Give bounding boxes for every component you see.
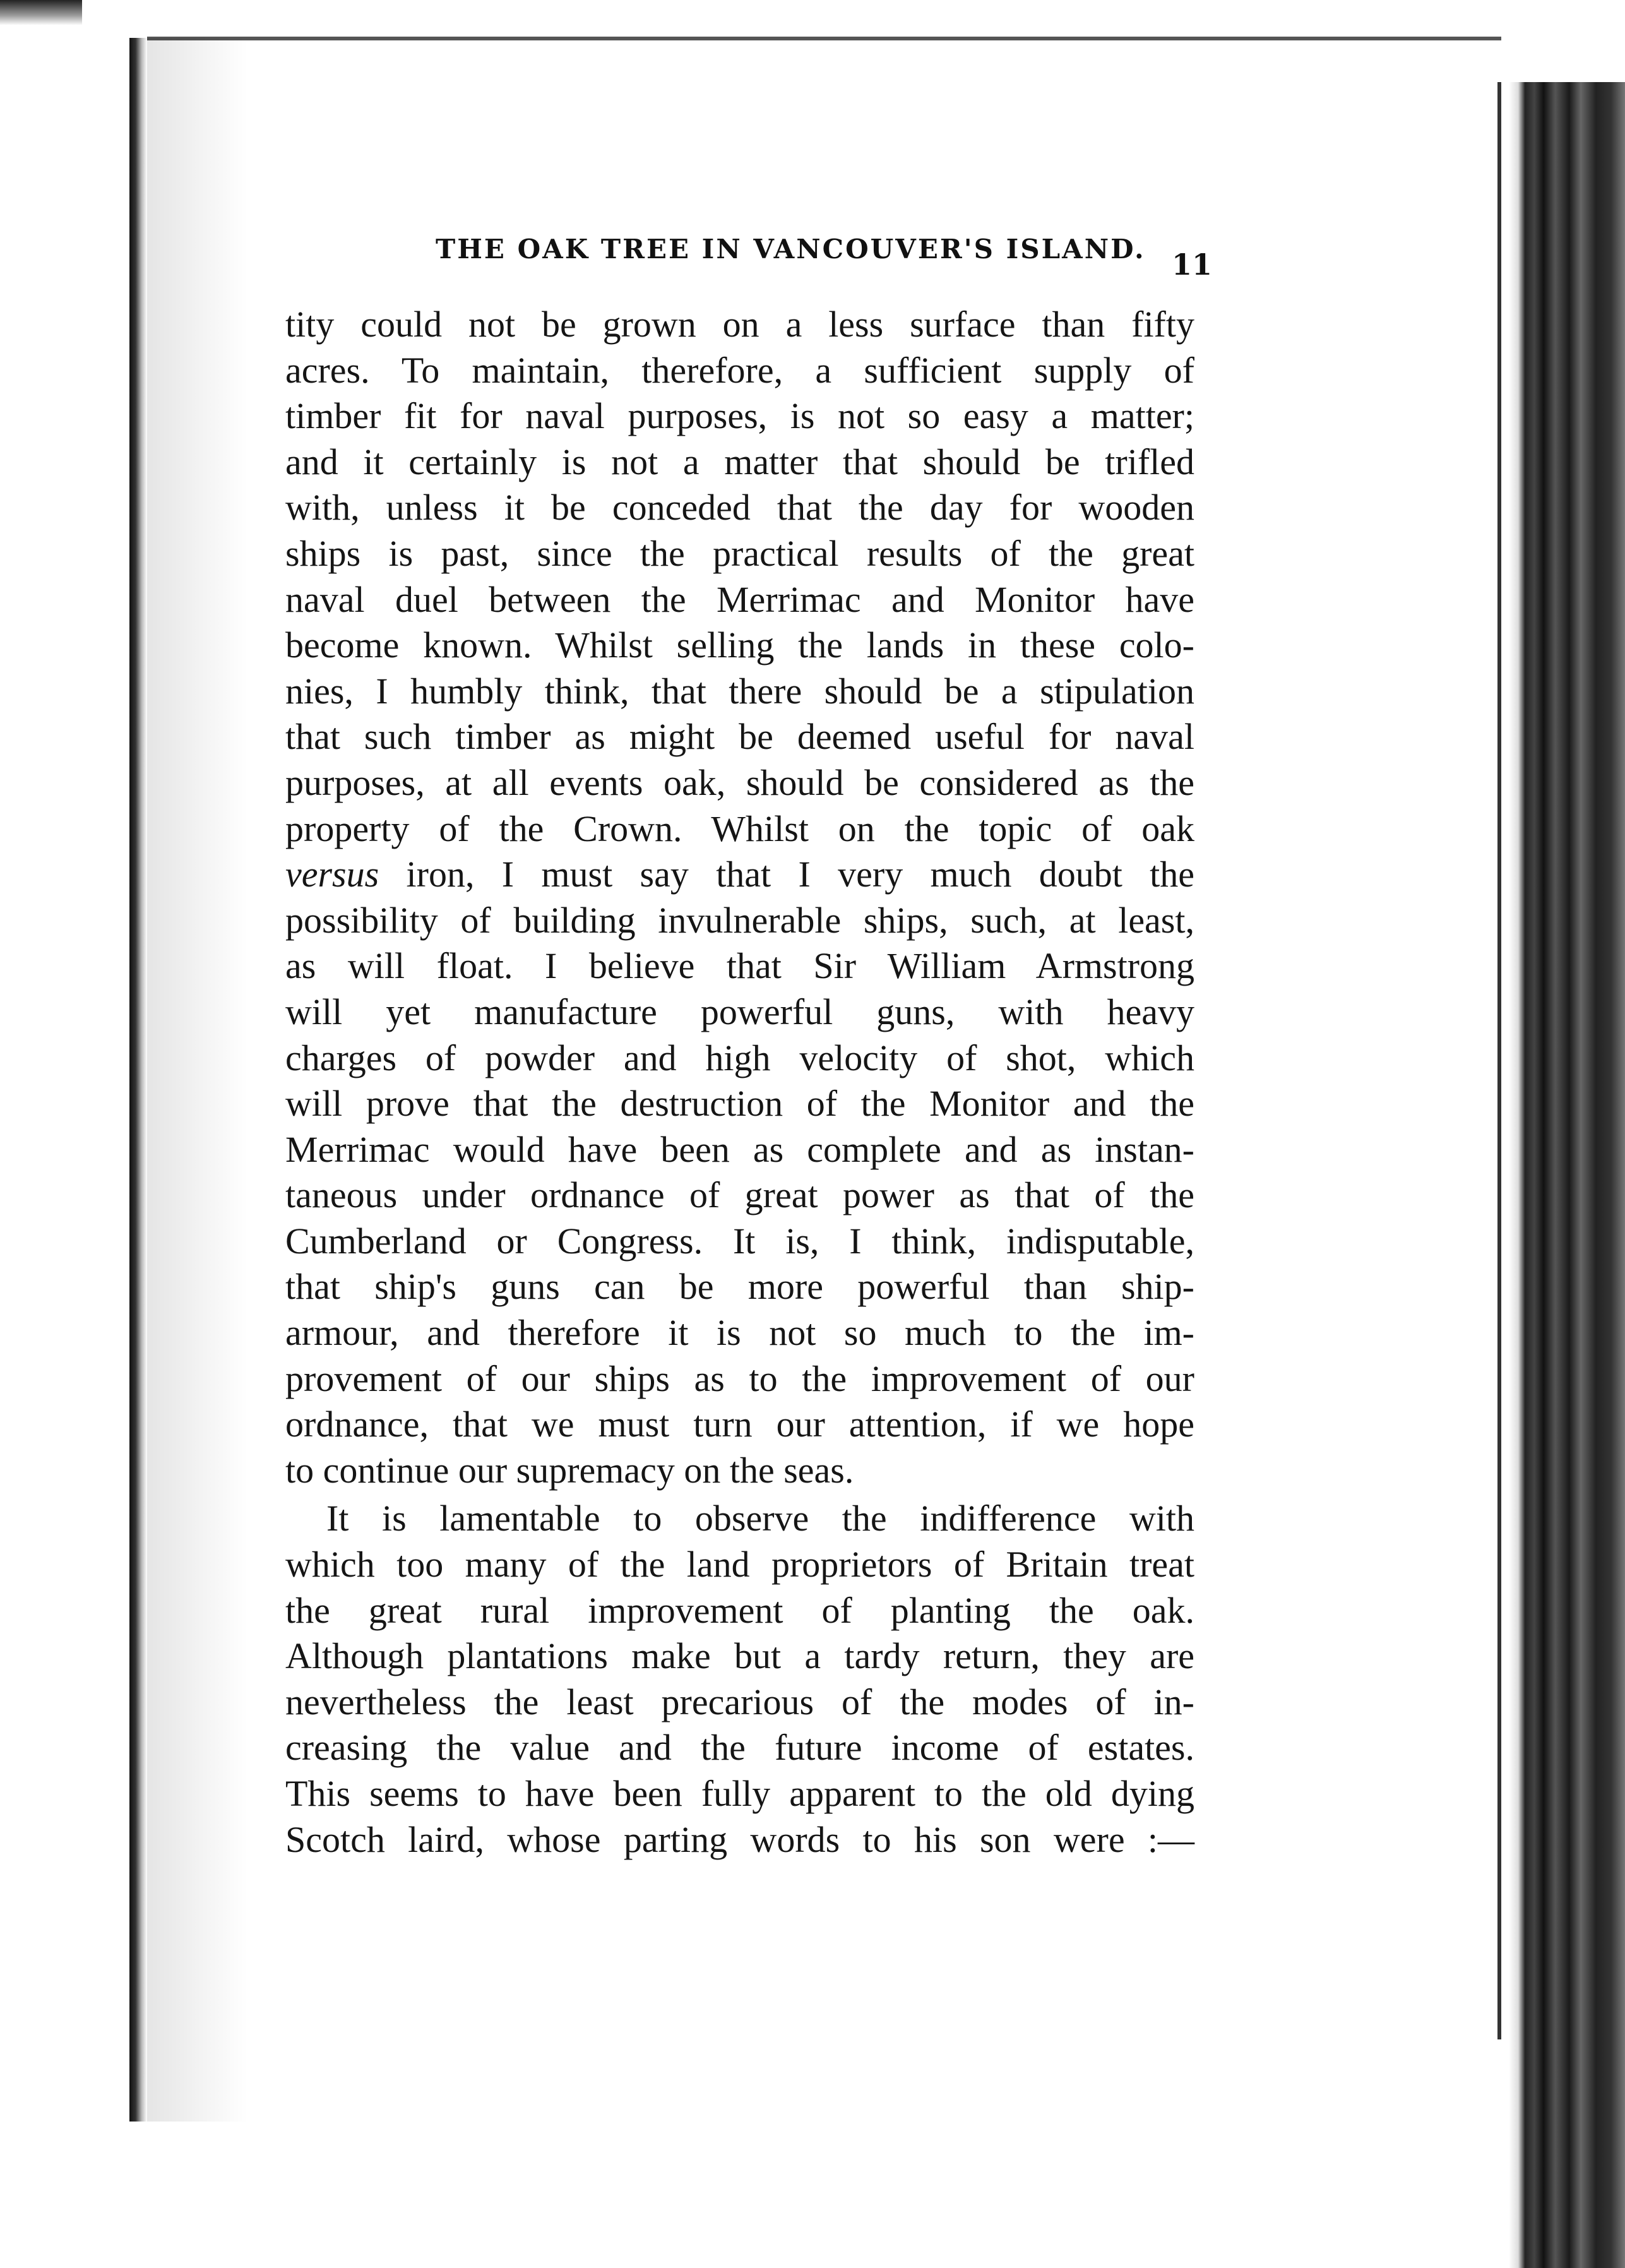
text-line: tity could not be grown on a less surface than fifty: [285, 304, 1194, 345]
running-header: THE OAK TREE IN VANCOUVER'S ISLAND.: [436, 234, 1146, 265]
text-line: taneous under ordnance of great power as that of the: [285, 1174, 1194, 1216]
text-line: as will float. I believe that Sir William Armstrong: [285, 945, 1194, 987]
text-line: Cumberland or Congress. It is, I think, indisputable,: [285, 1220, 1194, 1262]
text-line: Scotch laird, whose parting words to his son were :—: [285, 1818, 1194, 1860]
text-line: It is lamentable to observe the indifference with: [326, 1498, 1194, 1539]
page-corner-shadow: [0, 0, 82, 25]
text-line: ships is past, since the practical results of the great: [285, 532, 1194, 574]
text-line: ordnance, that we must turn our attention, if we hope: [285, 1404, 1194, 1445]
page-right-edge: [1497, 82, 1501, 2039]
page-number: 11: [1172, 248, 1213, 282]
text-line: become known. Whilst selling the lands in these colo-: [285, 624, 1194, 666]
text-line: possibility of building invulnerable ships, such, at least,: [285, 899, 1194, 941]
text-line: versus iron, I must say that I very much doubt the: [285, 854, 1194, 895]
text-line: that such timber as might be deemed useful for naval: [285, 716, 1194, 758]
text-line: armour, and therefore it is not so much to the im-: [285, 1312, 1194, 1354]
text-line: timber fit for naval purposes, is not so easy a matter;: [285, 395, 1194, 437]
text-line: to continue our supremacy on the seas.: [285, 1449, 854, 1491]
text-line: This seems to have been fully apparent to the old dying: [285, 1773, 1194, 1814]
text-line: nevertheless the least precarious of the modes of in-: [285, 1681, 1194, 1722]
text-line: which too many of the land proprietors of Britain treat: [285, 1544, 1194, 1585]
text-line: charges of powder and high velocity of shot, which: [285, 1037, 1194, 1078]
text-line: provement of our ships as to the improvement of our: [285, 1358, 1194, 1399]
text-line: purposes, at all events oak, should be considered as the: [285, 761, 1194, 803]
text-line: nies, I humbly think, that there should be a stipulation: [285, 670, 1194, 712]
page-top-edge: [147, 37, 1501, 40]
page-stack-edge: [1509, 82, 1625, 2268]
text-line: property of the Crown. Whilst on the topic of oak: [285, 808, 1194, 849]
gutter-shadow: [147, 38, 248, 2122]
italic-word: versus: [285, 854, 379, 895]
text-line: that ship's guns can be more powerful than ship-: [285, 1266, 1194, 1308]
text-line: will prove that the destruction of the Monitor and the: [285, 1083, 1194, 1125]
text-line: will yet manufacture powerful guns, with heavy: [285, 991, 1194, 1032]
binding-gutter: [129, 38, 147, 2122]
text-line: naval duel between the Merrimac and Monitor have: [285, 578, 1194, 620]
text-line: the great rural improvement of planting the oak.: [285, 1589, 1194, 1631]
text-line: acres. To maintain, therefore, a sufficient supply of: [285, 349, 1194, 391]
text-line: creasing the value and the future income of estates.: [285, 1727, 1194, 1769]
text-line: Although plantations make but a tardy return, they are: [285, 1635, 1194, 1677]
text-line: Merrimac would have been as complete and as instan-: [285, 1128, 1194, 1170]
body-text: [285, 302, 1194, 1863]
text-line: and it certainly is not a matter that should be trifled: [285, 441, 1194, 482]
text-line: with, unless it be conceded that the day for wooden: [285, 487, 1194, 528]
